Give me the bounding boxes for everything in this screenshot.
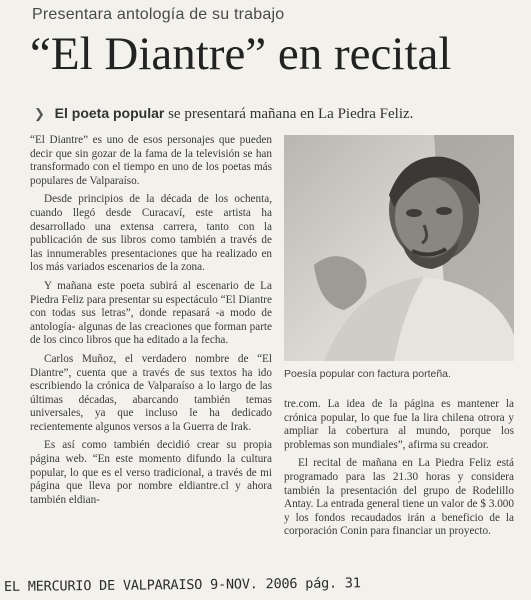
article-column-left — [30, 134, 272, 582]
article-kicker: Presentara antología de su trabajo — [32, 6, 285, 23]
paragraph: El recital de mañana en La Piedra Feliz está programado para las 21.30 horas y considera también la presentación del grupo de Rodelillo Antay. La entrada general tiene un valor de $ 3.000 y los fondos recaudados irán a beneficio de la corporación Conin para financiar un proyecto. — [284, 457, 514, 538]
chevron-right-icon: ❯ — [34, 106, 45, 121]
photo-caption: Poesía popular con factura porteña. — [284, 368, 451, 380]
article-photo — [284, 135, 514, 361]
handwritten-source-note: EL MERCURIO DE VALPARAISO 9-NOV. 2006 pág. 31 — [3, 575, 361, 595]
subhead-rest: se presentará mañana en La Piedra Feliz. — [168, 106, 414, 122]
paragraph: Es así como también decidió crear su propia página web. “En este momento difundo la cultura popular, lo que es el verso tradicional, a través de mi página que lleva por nombre eldiantre.cl y ahora también eldian- — [30, 439, 272, 506]
paragraph: Carlos Muñoz, el verdadero nombre de “El Diantre”, cuenta que a través de sus textos ha ido escribiendo la crónica de Valparaíso a lo largo de las últimas décadas, abarcando también temas universales, ya que incluso le ha dedicado recientemente algunos versos a la Guerra de Irak. — [30, 352, 272, 433]
article-column-right — [284, 398, 514, 580]
paragraph: tre.com. La idea de la página es mantener la crónica popular, lo que fue la lira chilena otrora y ampliar la cobertura al mundo, porque los problemas son mundiales”, afirma su creador. — [284, 398, 514, 451]
article-headline: “El Diantre” en recital — [30, 28, 452, 80]
subhead-bold: El poeta popular — [54, 105, 165, 121]
paragraph: “El Diantre” es uno de esos personajes que pueden decir que sin gozar de la fama de la televisión se han transformado con el tiempo en uno de los poetas más populares de Valparaíso. — [30, 134, 272, 187]
paragraph: Y mañana este poeta subirá al escenario de La Piedra Feliz para presentar su espectáculo “El Diantre con todas sus letras”, donde repasará -a modo de antología- algunas de las creaciones que forman parte de los cinco libros que ha editado a la fecha. — [30, 279, 272, 347]
portrait-photo-image — [284, 135, 514, 361]
article-subhead — [34, 105, 413, 123]
paragraph: Desde principios de la década de los ochenta, cuando llegó desde Curacaví, este artista ha desarrollado una extensa carrera, tanto con la publicación de sus libros como también a través de las innumerables presentaciones que ha realizado en los más variados escenarios de la zona. — [30, 193, 272, 274]
